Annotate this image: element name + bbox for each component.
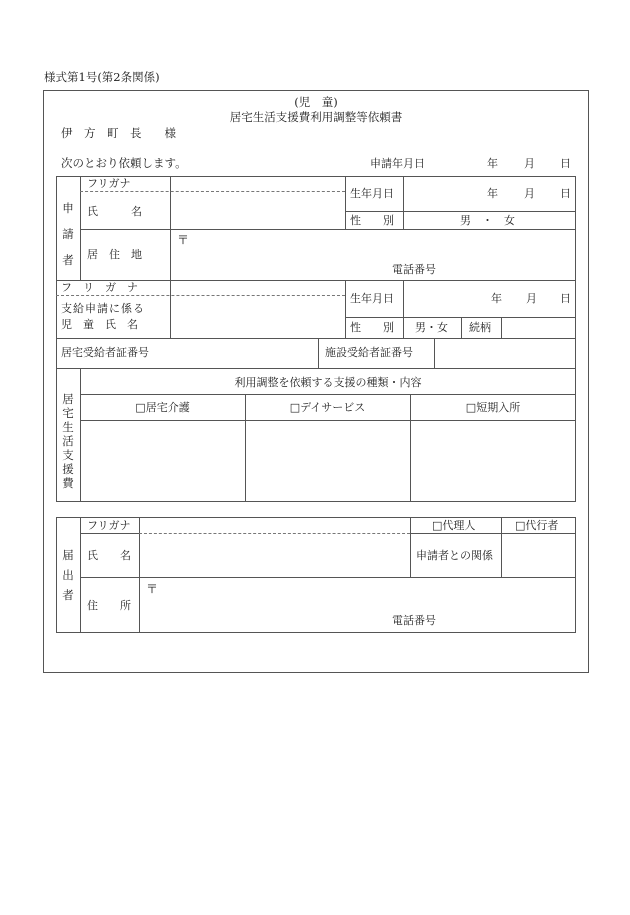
form-category: (児 童) [294, 95, 338, 109]
child-name-label-2: 児 童 氏 名 [61, 318, 138, 331]
applicant-section-label: 申 請 者 [62, 201, 74, 267]
applicant-phone-label: 電話番号 [392, 263, 436, 276]
request-date-label: 申請年月日 [370, 157, 425, 170]
applicant-sex-label: 性 別 [350, 214, 394, 227]
child-sex-options[interactable]: 男・女 [415, 321, 448, 334]
support-option-day-service[interactable]: □デイサービス [289, 401, 366, 414]
form-title: 居宅生活支援費利用調整等依頼書 [229, 110, 403, 124]
support-option-short-stay[interactable]: □短期入所 [465, 401, 521, 414]
notifier-address-label: 住 所 [87, 599, 131, 612]
applicant-birth-day: 日 [560, 187, 571, 200]
child-name-label-1: 支給申請に係る [61, 302, 145, 315]
child-furigana-label: フ リ ガ ナ [61, 281, 138, 294]
request-month: 月 [524, 157, 535, 170]
facility-certificate-label: 施設受給者証番号 [325, 346, 413, 359]
form-number: 様式第1号(第2条関係) [44, 70, 160, 84]
child-relation-label: 続柄 [469, 321, 491, 334]
home-certificate-label: 居宅受給者証番号 [61, 346, 149, 359]
applicant-postal-mark: 〒 [177, 233, 190, 247]
child-birth-month: 月 [526, 292, 537, 305]
applicant-birth-year: 年 [487, 187, 498, 200]
request-day: 日 [560, 157, 571, 170]
child-sex-label: 性 別 [350, 321, 394, 334]
child-birthdate-label: 生年月日 [350, 292, 394, 305]
applicant-name-input[interactable] [172, 193, 346, 229]
notifier-phone-label: 電話番号 [392, 614, 436, 627]
child-birth-year: 年 [491, 292, 502, 305]
child-name-input[interactable] [172, 298, 346, 338]
child-birth-day: 日 [560, 292, 571, 305]
notifier-section-label: 届 出 者 [62, 548, 74, 602]
notifier-furigana-label: フリガナ [87, 519, 131, 532]
applicant-sex-options[interactable]: 男 ・ 女 [460, 214, 515, 227]
intro-text: 次のとおり依頼します。 [61, 156, 187, 170]
notifier-name-input[interactable] [141, 536, 411, 576]
request-year: 年 [487, 157, 498, 170]
support-header: 利用調整を依頼する支援の種類・内容 [234, 376, 422, 389]
applicant-name-label: 氏 名 [87, 205, 142, 218]
notifier-relation-label: 申請者との関係 [416, 549, 493, 562]
applicant-furigana-label: フリガナ [87, 177, 131, 190]
notifier-name-label: 氏 名 [87, 549, 131, 562]
notifier-agent-option[interactable]: □代理人 [432, 519, 476, 532]
applicant-address-label: 居 住 地 [87, 248, 142, 261]
support-option-home-care[interactable]: □居宅介護 [135, 401, 190, 414]
applicant-birth-month: 月 [524, 187, 535, 200]
addressee: 伊 方 町 長 様 [61, 126, 176, 140]
notifier-postal-mark: 〒 [146, 582, 159, 596]
notifier-proxy-option[interactable]: □代行者 [515, 519, 559, 532]
applicant-birthdate-label: 生年月日 [350, 187, 394, 200]
support-section-label: 居 宅 生 活 支 援 費 [62, 392, 74, 490]
